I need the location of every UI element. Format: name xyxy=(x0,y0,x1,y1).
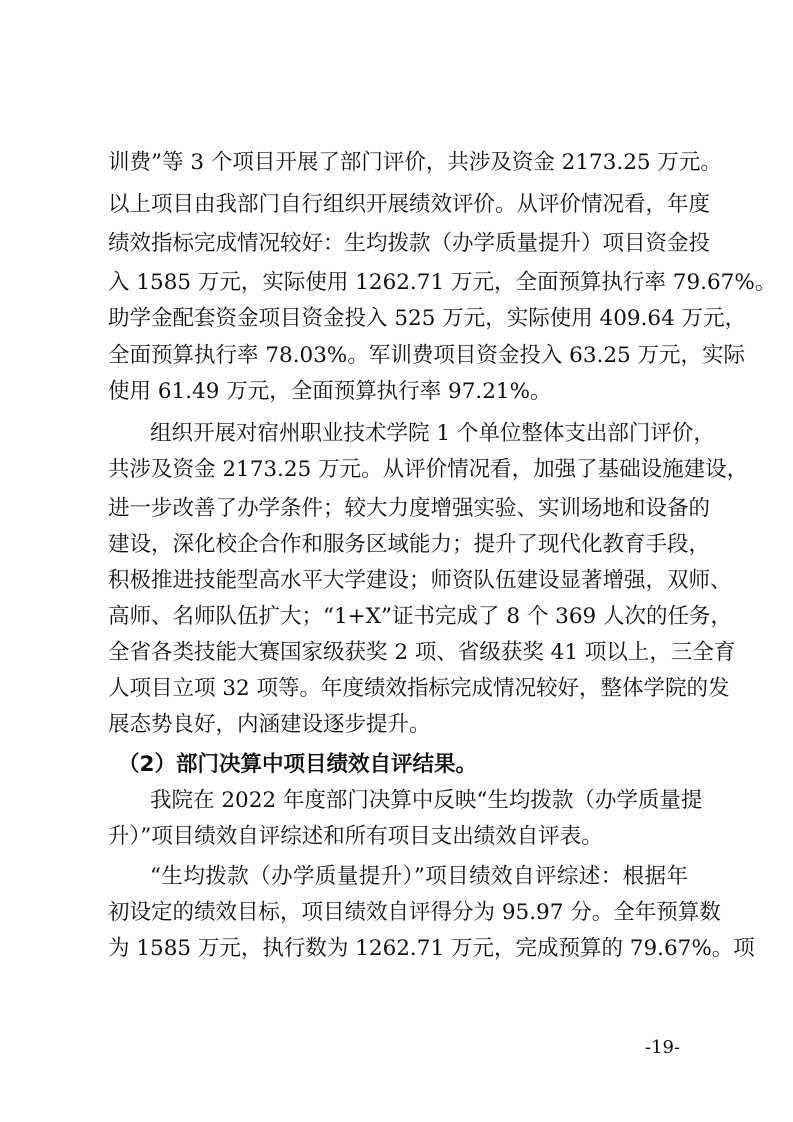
body-line-1: 训费”等 3 个项目开展了部门评价，共涉及资金 2173.25 万元。 xyxy=(108,150,722,175)
section-heading: （2）部门决算中项目绩效自评结果。 xyxy=(118,752,477,777)
body-line-5: 助学金配套资金项目资金投入 525 万元，实际使用 409.64 万元， xyxy=(108,306,747,331)
body-line-21: 为 1585 万元，执行数为 1262.71 万元，完成预算的 79.67%。项 xyxy=(108,936,755,961)
body-line-7: 使用 61.49 万元，全面预算执行率 97.21%。 xyxy=(108,379,552,404)
body-line-6: 全面预算执行率 78.03%。军训费项目资金投入 63.25 万元，实际 xyxy=(108,343,746,368)
body-line-8: 组织开展对宿州职业技术学院 1 个单位整体支出部门评价， xyxy=(150,421,715,446)
body-line-17: 我院在 2022 年度部门决算中反映“生均拨款（办学质量提 xyxy=(150,788,703,813)
body-line-16: 展态势良好，内涵建设逐步提升。 xyxy=(108,712,431,737)
body-line-15: 人项目立项 32 项等。年度绩效指标完成情况较好，整体学院的发 xyxy=(108,676,730,701)
body-line-4: 入 1585 万元，实际使用 1262.71 万元，全面预算执行率 79.67%。 xyxy=(108,270,777,295)
body-line-19: “生均拨款（办学质量提升）”项目绩效自评综述：根据年 xyxy=(150,864,688,889)
body-line-14: 全省各类技能大赛国家级获奖 2 项、省级获奖 41 项以上，三全育 xyxy=(108,640,736,665)
body-line-10: 进一步改善了办学条件；较大力度增强实验、实训场地和设备的 xyxy=(108,496,711,521)
page-number: -19- xyxy=(645,1037,681,1058)
body-line-12: 积极推进技能型高水平大学建设；师资队伍建设显著增强，双师、 xyxy=(108,568,732,593)
body-line-18: 升）”项目绩效自评综述和所有项目支出绩效自评表。 xyxy=(108,824,603,849)
body-line-13: 高师、名师队伍扩大；“1+X”证书完成了 8 个 369 人次的任务， xyxy=(108,604,733,629)
body-line-3: 绩效指标完成情况较好：生均拨款（办学质量提升）项目资金投 xyxy=(108,231,711,256)
body-line-20: 初设定的绩效目标，项目绩效自评得分为 95.97 分。全年预算数 xyxy=(108,900,721,925)
body-line-2: 以上项目由我部门自行组织开展绩效评价。从评价情况看，年度 xyxy=(108,192,711,217)
body-line-11: 建设，深化校企合作和服务区域能力；提升了现代化教育手段， xyxy=(108,532,711,557)
body-line-9: 共涉及资金 2173.25 万元。从评价情况看，加强了基础设施建设， xyxy=(108,457,749,482)
